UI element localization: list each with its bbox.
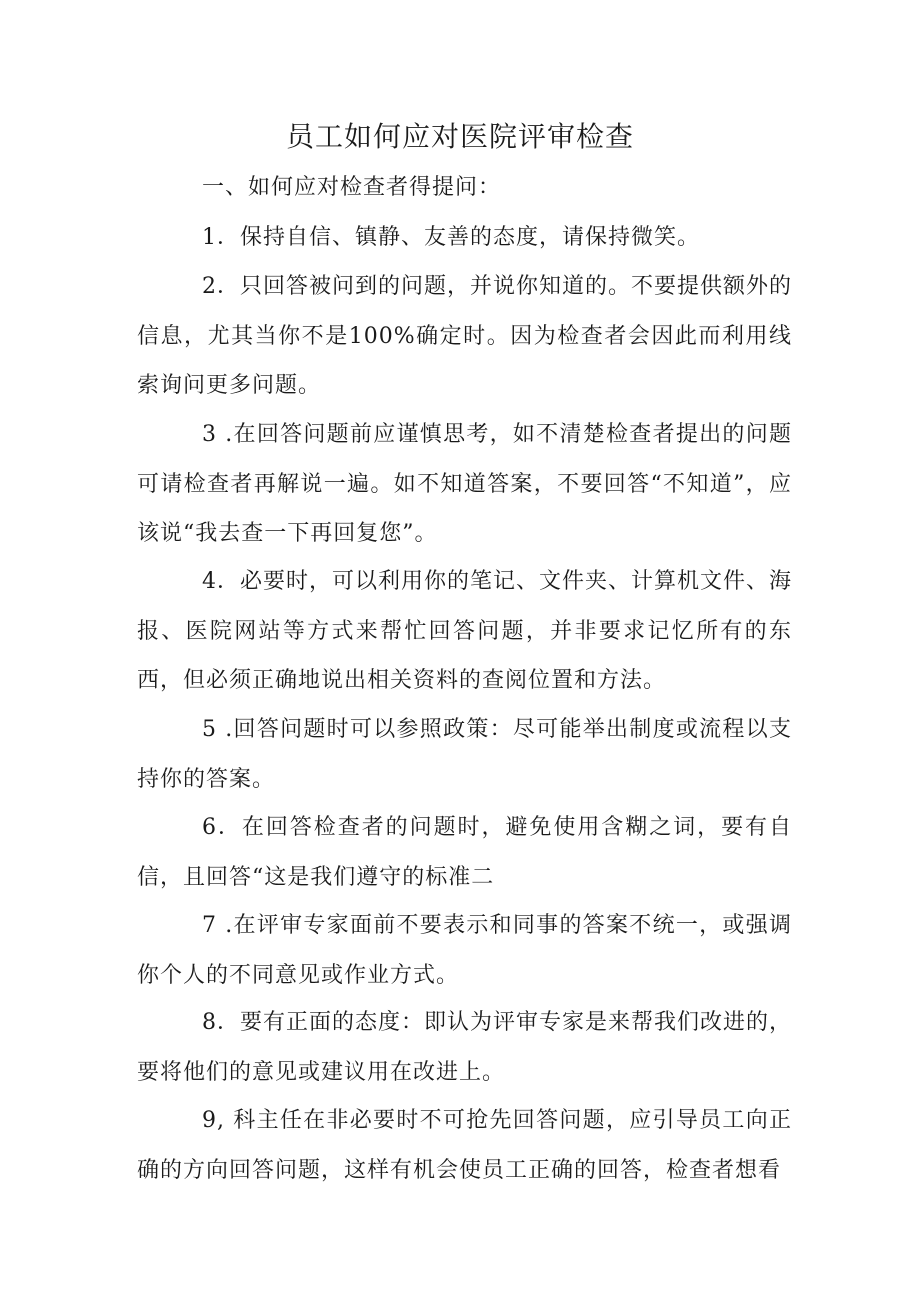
paragraph-7: 7 .在评审专家面前不要表示和同事的答案不统一，或强调你个人的不同意见或作业方式。	[137, 913, 792, 988]
paragraph-9: 9, 科主任在非必要时不可抢先回答问题，应引导员工向正确的方向回答问题，这样有机会使员工正确的回答，检查者想看	[137, 1108, 792, 1183]
section-heading: 一、如何应对检查者得提问：	[202, 175, 502, 200]
paragraph-5: 5 .回答问题时可以参照政策：尽可能举出制度或流程以支持你的答案。	[137, 717, 792, 792]
paragraph-2: 2．只回答被问到的问题，并说你知道的。不要提供额外的信息，尤其当你不是100%确定时。因为检查者会因此而利用线索询问更多问题。	[137, 274, 792, 398]
page-title: 员工如何应对医院评审检查	[285, 120, 634, 153]
paragraph-3: 3 .在回答问题前应谨慎思考，如不清楚检查者提出的问题可请检查者再解说一遍。如不知道答案，不要回答“不知道”，应该说“我去查一下再回复您”。	[137, 422, 792, 546]
paragraph-4: 4．必要时，可以利用你的笔记、文件夹、计算机文件、海报、医院网站等方式来帮忙回答问题，并非要求记忆所有的东西，但必须正确地说出相关资料的查阅位置和方法。	[137, 569, 792, 693]
paragraph-8: 8．要有正面的态度：即认为评审专家是来帮我们改进的，要将他们的意见或建议用在改进上。	[137, 1010, 792, 1085]
paragraph-6: 6．在回答检查者的问题时，避免使用含糊之词，要有自信，且回答“这是我们遵守的标准二	[137, 815, 792, 890]
paragraph-1: 1．保持自信、镇静、友善的态度，请保持微笑。	[202, 225, 700, 250]
